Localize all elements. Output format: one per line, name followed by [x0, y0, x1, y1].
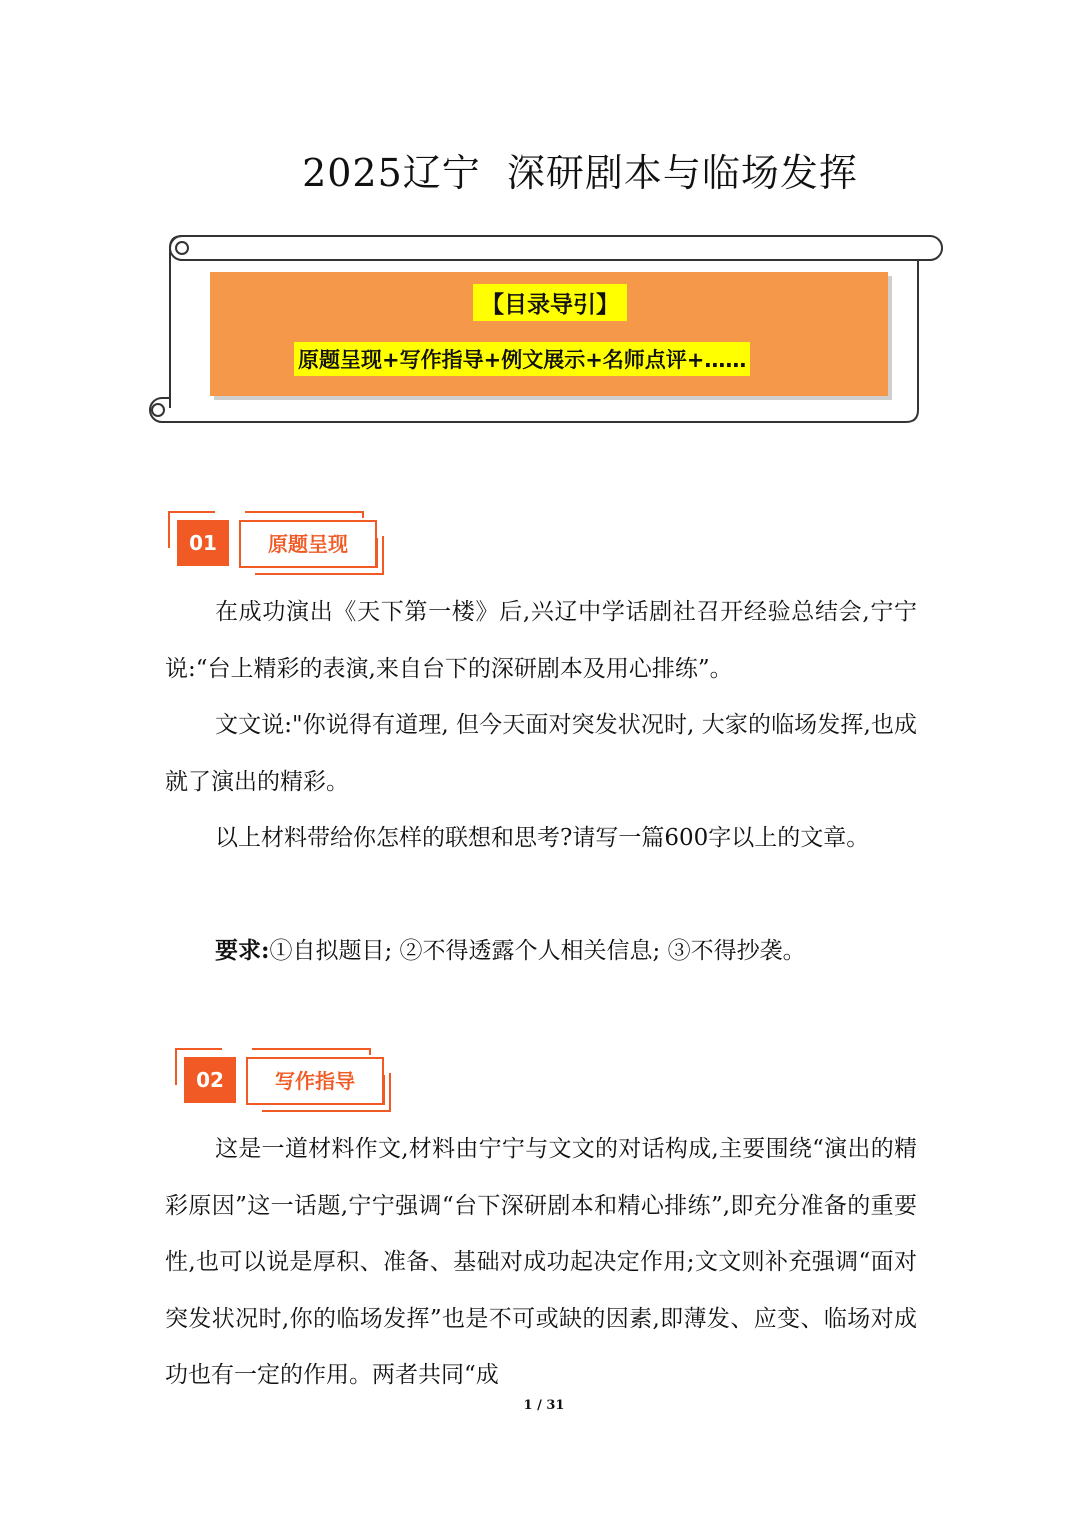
requirement-paragraph [165, 923, 917, 980]
paragraph: 这是一道材料作文,材料由宁宁与文文的对话构成,主要围绕“演出的精彩原因”这一话题,宁宁强调“台下深研剧本和精心排练”,即充分准备的重要性,也可以说是厚积、准备、基础对成功起决定作用;文文则补充强调“面对突发状况时,你的临场发挥”也是不可或缺的因素,即薄发、应变、临场对成功也有一定的作用。两者共同“成 [165, 1136, 917, 1388]
page-title: 2025辽宁 深研剧本与临场发挥 [302, 151, 858, 195]
guide-title: 【目录导引】 [473, 284, 627, 321]
section-label: 写作指导 [246, 1057, 384, 1105]
section-number: 02 [184, 1057, 236, 1103]
guide-subtitle: 原题呈现+写作指导+例文展示+名师点评+…… [294, 342, 750, 376]
paragraph: 文文说:"你说得有道理, 但今天面对突发状况时, 大家的临场发挥,也成就了演出的精彩。 [165, 712, 917, 795]
section-header-01 [165, 508, 405, 578]
requirement-label: 要求: [215, 937, 270, 964]
paragraph: 以上材料带给你怎样的联想和思考?请写一篇600字以上的文章。 [215, 825, 870, 851]
page-number: 1 / 31 [523, 1398, 565, 1413]
paragraph: 在成功演出《天下第一楼》后,兴辽中学话剧社召开经验总结会,宁宁说:“台上精彩的表演,来自台下的深研剧本及用心排练”。 [165, 599, 917, 682]
section-label: 原题呈现 [239, 520, 377, 568]
requirement-text: ①自拟题目; ②不得透露个人相关信息; ③不得抄袭。 [269, 938, 806, 964]
guide-box [210, 272, 888, 396]
section-number: 01 [177, 520, 229, 566]
section-header-02 [172, 1045, 412, 1115]
guide-scroll-banner [140, 230, 950, 430]
